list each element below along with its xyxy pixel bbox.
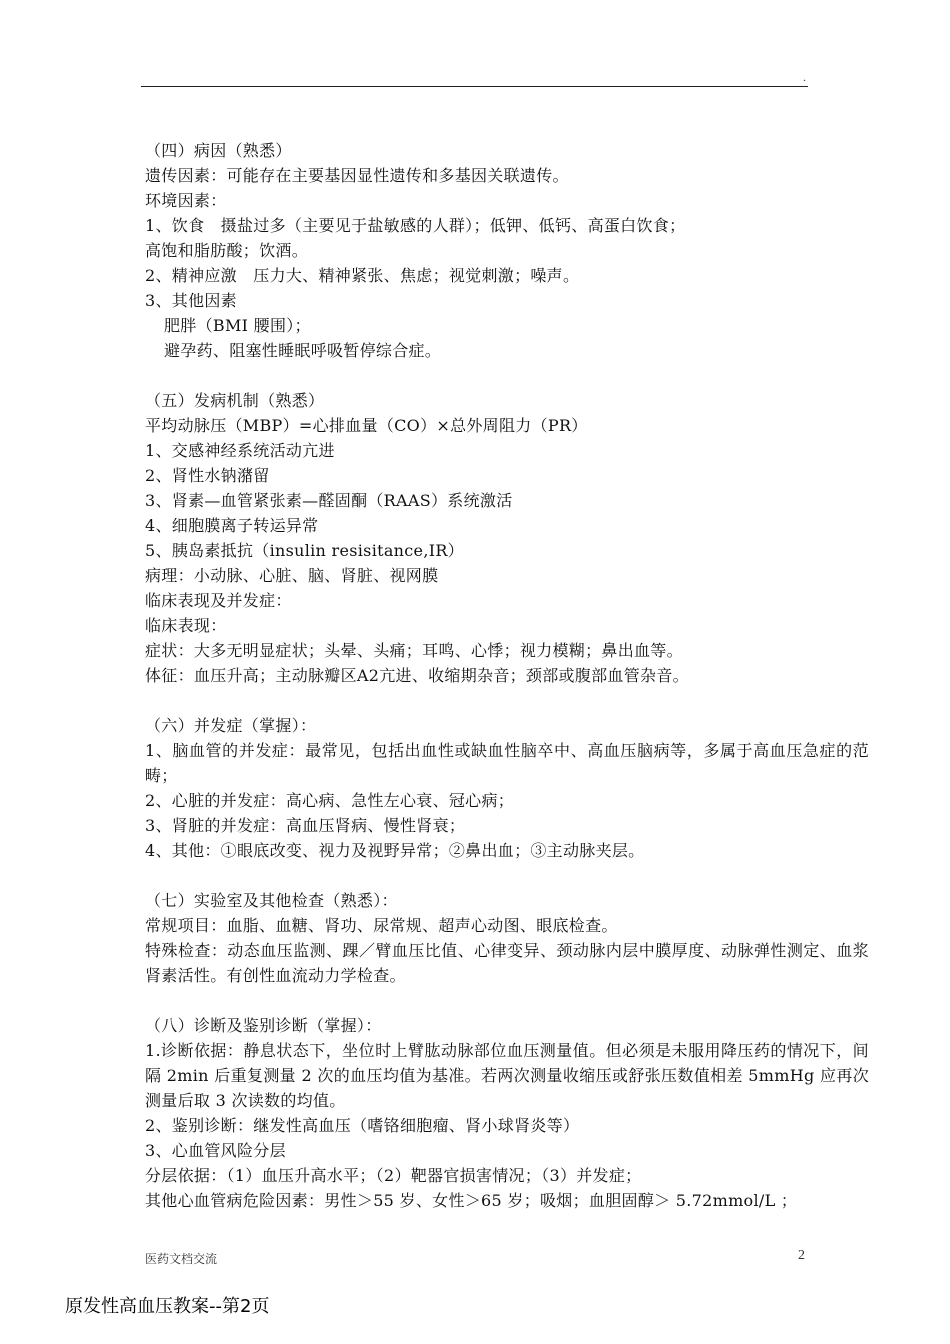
header-rule [141, 86, 808, 87]
paragraph-line: 避孕药、阻塞性睡眠呼吸暂停综合症。 [164, 341, 442, 360]
paragraph-line: 高饱和脂肪酸；饮酒。 [145, 241, 309, 260]
paragraph-line: 体征：血压升高；主动脉瓣区A2亢进、收缩期杂音；颈部或腹部血管杂音。 [145, 666, 689, 685]
paragraph-line: 1、交感神经系统活动亢进 [145, 441, 335, 460]
paragraph-line: 2、精神应激 压力大、精神紧张、焦虑；视觉刺激；噪声。 [145, 266, 580, 285]
section-heading: （六）并发症（掌握）： [145, 716, 317, 735]
paragraph-line: 4、其他：①眼底改变、视力及视野异常；②鼻出血；③主动脉夹层。 [145, 841, 645, 860]
paragraph-line: 遗传因素：可能存在主要基因显性遗传和多基因关联遗传。 [145, 166, 569, 185]
spacer [145, 988, 869, 1013]
paragraph-line: 特殊检查：动态血压监测、踝／臂血压比值、心律变异、颈动脉内层中膜厚度、动脉弹性测定、血浆肾素活性。有创性血流动力学检查。 [145, 941, 869, 985]
paragraph-line: 3、肾脏的并发症：高血压肾病、慢性肾衰； [145, 816, 466, 835]
document-body [145, 138, 869, 1213]
paragraph-line: 分层依据：（1）血压升高水平；（2）靶器官损害情况；（3）并发症； [145, 1166, 642, 1185]
paragraph-line: 症状：大多无明显症状；头晕、头痛；耳鸣、心悸；视力模糊；鼻出血等。 [145, 641, 683, 660]
section-heading: （八）诊断及鉴别诊断（掌握）： [145, 1016, 382, 1035]
header-dot: . [803, 70, 806, 84]
paragraph-line: 病理：小动脉、心脏、脑、肾脏、视网膜 [145, 566, 439, 585]
paragraph-line: 其他心血管病危险因素：男性＞55 岁、女性＞65 岁；吸烟；血胆固醇＞ 5.72mmol/L ； [145, 1191, 798, 1210]
paragraph-line: 3、肾素—血管紧张素—醛固酮（RAAS）系统激活 [145, 491, 513, 510]
section-heading: （五）发病机制（熟悉） [145, 391, 325, 410]
paragraph-line: 3、其他因素 [145, 291, 237, 310]
paragraph-line: 肥胖（BMI 腰围）； [164, 316, 311, 335]
paragraph-line: 1、饮食 摄盐过多（主要见于盐敏感的人群）；低钾、低钙、高蛋白饮食； [145, 216, 686, 235]
paragraph-line: 1.诊断依据：静息状态下，坐位时上臂肱动脉部位血压测量值。但必须是未服用降压药的情况下，间隔 2min 后重复测量 2 次的血压均值为基准。若两次测量收缩压或舒张压数值相差 5mmHg 应再次测量后取 3 次读数的均值。 [145, 1041, 869, 1110]
spacer [145, 363, 869, 388]
paragraph-line: 3、心血管风险分层 [145, 1141, 286, 1160]
paragraph-line: 5、胰岛素抵抗（insulin resisitance,IR） [145, 541, 464, 560]
paragraph-line: 环境因素： [145, 191, 227, 210]
paragraph-line: 2、肾性水钠潴留 [145, 466, 270, 485]
document-caption: 原发性高血压教案--第2页 [65, 1296, 270, 1317]
paragraph-line: 2、鉴别诊断：继发性高血压（嗜铬细胞瘤、肾小球肾炎等） [145, 1116, 580, 1135]
footer-source: 医药文档交流 [145, 1252, 218, 1266]
paragraph-line: 常规项目：血脂、血糖、肾功、尿常规、超声心动图、眼底检查。 [145, 916, 618, 935]
paragraph-line: 临床表现及并发症： [145, 591, 292, 610]
section-heading: （七）实验室及其他检查（熟悉）： [145, 891, 398, 910]
paragraph-line: 2、心脏的并发症：高心病、急性左心衰、冠心病； [145, 791, 515, 810]
paragraph-line: 1、脑血管的并发症：最常见，包括出血性或缺血性脑卒中、高血压脑病等，多属于高血压急症的范畴； [145, 741, 869, 785]
section-heading: （四）病因（熟悉） [145, 141, 292, 160]
page-number: 2 [798, 1248, 805, 1263]
paragraph-line: 4、细胞膜离子转运异常 [145, 516, 319, 535]
spacer [145, 688, 869, 713]
paragraph-line: 平均动脉压（MBP）=心排血量（CO）×总外周阻力（PR） [145, 416, 588, 435]
spacer [145, 863, 869, 888]
paragraph-line: 临床表现： [145, 616, 227, 635]
